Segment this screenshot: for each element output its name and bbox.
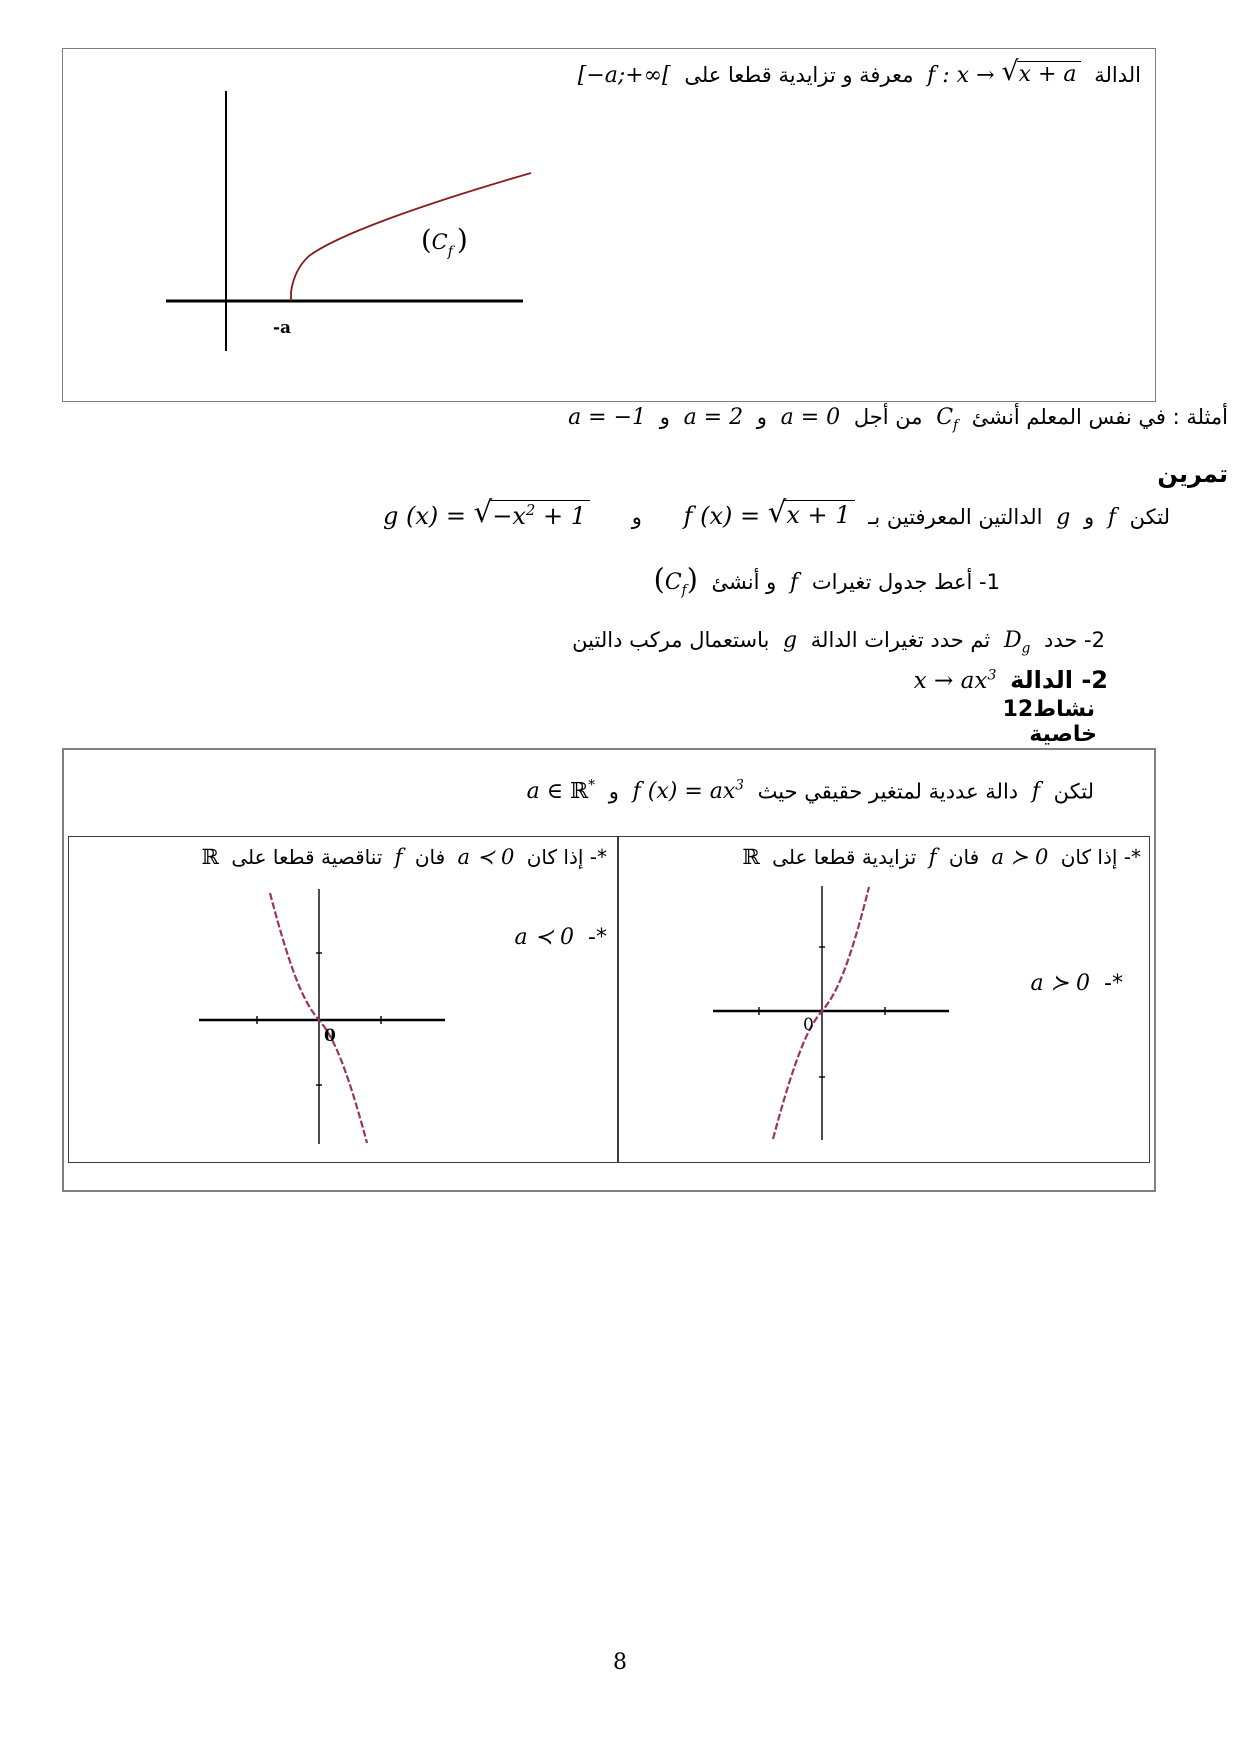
negative-a-panel (68, 836, 618, 1163)
cubic-def-body: f (x) = ax (632, 779, 736, 805)
f-symbol: f (394, 845, 403, 869)
a-positive-condition: a ≻ 0 (1030, 971, 1091, 996)
q2-text-1: 2- حدد (1044, 628, 1105, 652)
condition-a-pos: a ≻ 0 (991, 845, 1049, 869)
q1-text-1: 1- أعط جدول تغيرات (811, 570, 1000, 594)
g-radicand (490, 500, 590, 530)
a-negative-condition: a ≺ 0 (514, 925, 575, 950)
origin-label: 0 (803, 1015, 814, 1035)
g-symbol: g (1056, 505, 1071, 530)
intro-lead: لتكن (1053, 779, 1094, 804)
exercise-intro-line (376, 495, 1170, 530)
f-symbol: f (928, 845, 937, 869)
a-equals-minus-1: a = −1 (568, 405, 647, 430)
cf-symbol (653, 562, 698, 599)
q1-text-2: و أنشئ (711, 570, 777, 594)
interval-notation: [−a;+∞[ (577, 63, 671, 88)
sqrt-curve-graph (161, 87, 541, 367)
cubic-def-exponent: 3 (735, 778, 744, 794)
between-and: و (631, 505, 642, 529)
sqrt-map-formula (927, 56, 1080, 88)
star-dash: *- (588, 925, 607, 950)
negative-a-caption (508, 925, 608, 950)
statement-tail-text: معرفة و تزايدية قطعا على (684, 63, 914, 87)
title-if: إذا كان (526, 845, 584, 869)
sqrt-function-box (62, 48, 1156, 402)
origin-label: 0 (324, 1026, 336, 1046)
f-symbol: f (1107, 505, 1116, 530)
real-numbers-symbol: ℝ (742, 845, 760, 869)
section2-heading-text: 2- الدالة (1010, 666, 1108, 694)
cubic-map-body: x → ax (913, 668, 988, 694)
question-2-line (572, 628, 1105, 656)
open-paren: ( (653, 562, 665, 596)
star-dash: *- (1104, 971, 1123, 996)
cubic-intro-line (520, 778, 1094, 804)
radical-sign: √ (473, 495, 493, 529)
activity-label: نشاط12 (1002, 697, 1095, 722)
examples-mid: من أجل (853, 405, 923, 429)
g-rad-exponent: 2 (525, 501, 536, 519)
cubic-exponent: 3 (987, 667, 997, 684)
f-radicand: x + 1 (784, 500, 854, 529)
positive-a-panel (618, 836, 1150, 1163)
cf-main: C (664, 570, 682, 595)
intro-defined-by: الدالتين المعرفتين بـ (868, 505, 1043, 529)
dg-sub: g (1021, 640, 1031, 657)
f-symbol: f (789, 570, 799, 595)
examples-line (561, 405, 1228, 433)
star-dash: *- (589, 845, 607, 869)
and-word-2: و (659, 405, 670, 429)
positive-a-caption (1024, 971, 1124, 996)
cf-main: C (936, 405, 954, 430)
g-symbol: g (783, 628, 798, 653)
title-decreasing: تناقصية قطعا على (231, 845, 383, 869)
radical-sign: √ (767, 495, 787, 529)
a-equals-2: a = 2 (683, 405, 744, 430)
title-if: إذا كان (1060, 845, 1118, 869)
real-numbers-symbol: ℝ (201, 845, 219, 869)
negative-a-title (196, 845, 607, 869)
dg-symbol (1003, 628, 1031, 657)
cf-sub: f (953, 417, 959, 434)
and-word: و (1083, 505, 1095, 529)
page-number: 8 (613, 1650, 627, 1675)
title-then: فان (414, 845, 446, 869)
sqrt-statement-line (571, 56, 1141, 88)
radical-sign: √ (1001, 56, 1019, 87)
condition-a-neg: a ≺ 0 (457, 845, 515, 869)
q2-text-3: باستعمال مركب دالتين (572, 628, 770, 652)
minus-a-label: -a (273, 318, 292, 338)
and-word: و (608, 779, 619, 804)
cubic-property-box (62, 748, 1156, 1192)
decreasing-cubic-graph (197, 885, 447, 1149)
and-word-1: و (756, 405, 767, 429)
cf-symbol (936, 405, 959, 434)
cubic-definition (633, 779, 744, 804)
section2-heading (907, 666, 1108, 694)
close-paren: ) (686, 562, 698, 596)
a-in-R-star (527, 779, 596, 804)
increasing-cubic-graph (711, 883, 951, 1145)
question-1-line (647, 562, 1000, 598)
intro-body: دالة عددية لمتغير حقيقي حيث (757, 779, 1019, 804)
title-increasing: تزايدية قطعا على (772, 845, 917, 869)
intro-lead: لتكن (1129, 505, 1170, 529)
a-equals-0: a = 0 (780, 405, 841, 430)
cubic-map-formula (914, 668, 997, 694)
property-label: خاصية (1029, 722, 1097, 747)
curve-name-label: ($C_f$ ) (421, 223, 468, 260)
increasing-cubic-curve (773, 887, 869, 1139)
f-symbol: f (1031, 779, 1040, 805)
g-radical (473, 495, 590, 530)
exercise-heading: تمرين (1157, 460, 1228, 488)
radical (1001, 56, 1081, 88)
f-radical (767, 495, 855, 529)
map-expression: f : x → (927, 63, 1002, 88)
title-then: فان (948, 845, 980, 869)
g-rad-pre: −x (492, 502, 526, 530)
f-def-lhs: f (x) = (683, 502, 768, 530)
dg-main: D (1003, 628, 1022, 653)
star-dash: *- (1123, 845, 1141, 869)
star-superscript: * (588, 778, 596, 794)
g-definition (382, 495, 590, 530)
g-rad-post: + 1 (535, 502, 587, 530)
cf-sub: f (681, 582, 687, 599)
real-numbers-symbol: ℝ (569, 779, 589, 805)
statement-lead-text: الدالة (1094, 63, 1141, 87)
q2-text-2: ثم حدد تغيرات الدالة (810, 628, 991, 652)
g-def-lhs: g (x) = (382, 502, 474, 530)
a-in: a ∈ (526, 779, 570, 805)
sqrt-curve (291, 173, 531, 301)
radicand: x + a (1017, 61, 1081, 87)
examples-lead: أمثلة : في نفس المعلم أنشئ (971, 405, 1228, 429)
positive-a-title (736, 845, 1141, 869)
f-definition (683, 495, 855, 530)
